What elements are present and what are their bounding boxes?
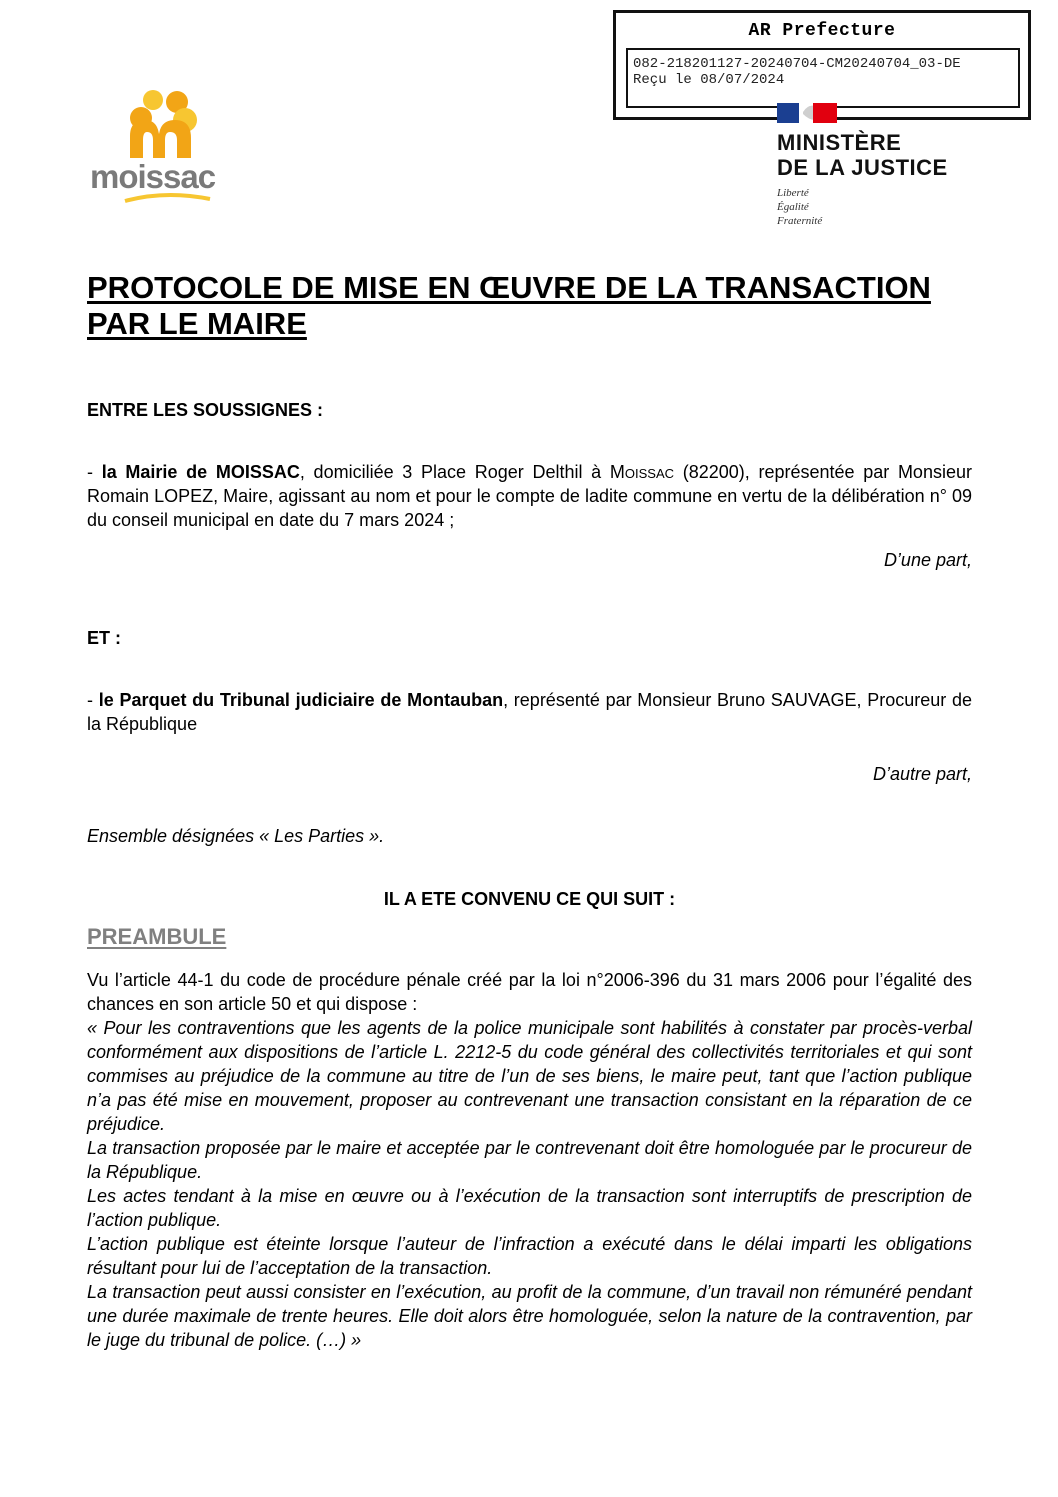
- party-parquet-dash: -: [87, 690, 99, 710]
- party-parquet-closing: D’autre part,: [872, 764, 972, 784]
- stamp-received-date: Reçu le 08/07/2024: [633, 72, 785, 88]
- motto-fraternite: Fraternité: [777, 215, 823, 227]
- ensemble-line: Ensemble désignées « Les Parties ».: [87, 826, 385, 846]
- party-mairie-dash: -: [87, 462, 102, 482]
- entre-heading: ENTRE LES SOUSSIGNES :: [87, 400, 324, 420]
- article-quote: [87, 1016, 972, 1352]
- party-mairie-name: la Mairie de MOISSAC: [101, 462, 300, 482]
- ministere-justice-logo: [775, 100, 955, 235]
- moissac-wordmark: moissac: [90, 158, 216, 195]
- party-mairie-closing: D’une part,: [883, 550, 972, 570]
- motto-egalite: Égalité: [777, 201, 809, 213]
- party-mairie-text-sc: oissac: [624, 462, 675, 482]
- stamp-reference: 082-218201127-20240704-CM20240704_03-DE: [633, 56, 961, 72]
- republic-motto: [777, 186, 822, 228]
- stamp-details: [626, 48, 1020, 108]
- party-parquet: [87, 688, 972, 736]
- motto-liberte: Liberté: [777, 187, 809, 199]
- quote-paragraph: L’action publique est éteinte lorsque l’auteur de l’infraction a exécuté dans le délai imparti les obligations résultant pour lui de l’acceptation de la transaction.: [87, 1234, 972, 1278]
- party-parquet-text: , représenté par Monsieur Bruno SAUVAGE, Procureur de la République: [87, 690, 972, 734]
- marianne-flag-icon: [775, 100, 845, 126]
- et-heading: ET :: [87, 628, 121, 648]
- stamp-title: AR Prefecture: [748, 21, 896, 41]
- quote-paragraph: La transaction proposée par le maire et acceptée par le contrevenant doit être homologuée par le procureur de la République.: [87, 1138, 972, 1182]
- ministry-title-line1: MINISTÈRE: [777, 130, 902, 155]
- party-mairie: [87, 460, 972, 532]
- moissac-logo: [85, 88, 245, 210]
- party-parquet-name: le Parquet du Tribunal judiciaire de Montauban: [98, 690, 504, 710]
- convenu-heading: IL A ETE CONVENU CE QUI SUIT :: [383, 889, 676, 909]
- vu-article-paragraph: Vu l’article 44-1 du code de procédure pénale créé par la loi n°2006-396 du 31 mars 2006 pour l’égalité des chances en son article 50 et qui dispose :: [87, 970, 972, 1014]
- preambule-heading: PREAMBULE: [87, 924, 227, 949]
- party-mairie-text-a: , domiciliée 3 Place Roger Delthil à M: [299, 462, 625, 482]
- quote-paragraph: La transaction peut aussi consister en l’exécution, au profit de la commune, d’un travail non rémunéré pendant une durée maximale de trente heures. Elle doit alors être homologuée, selon la nature de la contravention, par le juge du tribunal de police. (…) »: [87, 1282, 972, 1350]
- party-mairie-text-b: (82200), représentée par Monsieur Romain LOPEZ, Maire, agissant au nom et pour le compte de ladite commune en vertu de la délibération n° 09 du conseil municipal en date du 7 mars 2024 ;: [87, 462, 972, 530]
- quote-paragraph: Les actes tendant à la mise en œuvre ou à l’exécution de la transaction sont interruptifs de prescription de l’action publique.: [87, 1186, 972, 1230]
- document-title: PROTOCOLE DE MISE EN ŒUVRE DE LA TRANSACTION PAR LE MAIRE: [87, 270, 931, 341]
- ministry-title-line2: DE LA JUSTICE: [777, 155, 948, 180]
- quote-paragraph: « Pour les contraventions que les agents de la police municipale sont habilités à constater par procès-verbal conformément aux dispositions de l’article L. 2212-5 du code général des collectivités territoriales et qui sont commises au préjudice de la commune au titre de l’un de ses biens, le maire peut, tant que l’action publique n’a pas été mise en mouvement, proposer au contrevenant une transaction consistant en la réparation de ce préjudice.: [87, 1018, 972, 1134]
